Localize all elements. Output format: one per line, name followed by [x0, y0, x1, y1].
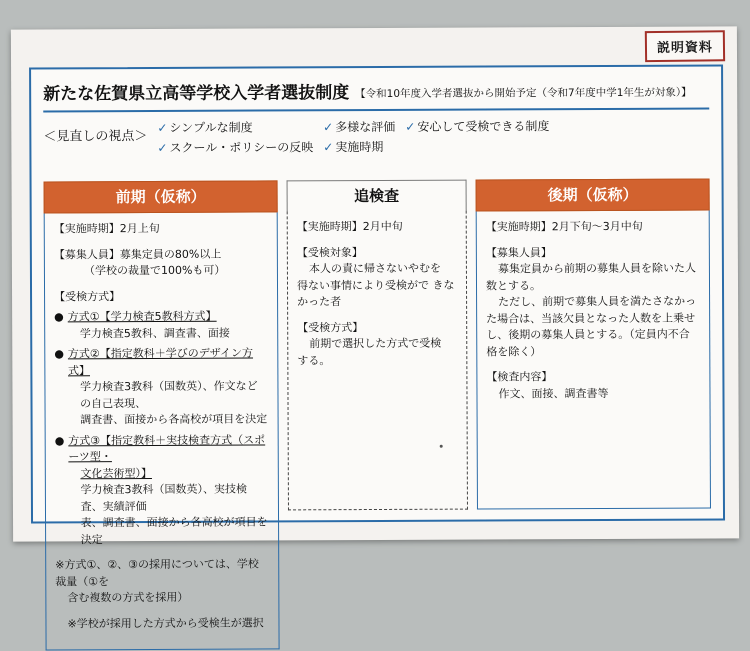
block	[297, 319, 457, 369]
page-title: 新たな佐賀県立高等学校入学者選抜制度	[43, 83, 350, 105]
viewpoint-label: 安心して受検できる制度	[417, 119, 550, 134]
block	[297, 244, 457, 311]
viewpoint-item	[157, 138, 313, 156]
viewpoint-label: スクール・ポリシーの反映	[169, 140, 314, 155]
column-tsuikensa	[287, 180, 468, 511]
text-line: 含む複数の方式を採用）	[67, 590, 189, 605]
block	[486, 244, 701, 360]
text-line: 作文、面接、調査書等	[498, 386, 609, 400]
text-line: 方式③【指定教科＋実技検査方式（スポーツ型・	[68, 432, 266, 464]
text-line: 【実施時期】2月中旬	[296, 219, 403, 234]
column-body	[287, 211, 468, 511]
text-line: 学力検査3教科（国数英）、作文などの自己表現、	[80, 379, 258, 410]
bullet-dot: ●	[54, 347, 64, 361]
text-line: し、後期の募集人員とする。（定員内不合	[486, 327, 690, 342]
document-badge: 説明資料	[645, 30, 725, 62]
viewpoint-item	[323, 118, 395, 135]
viewpoint-item	[157, 118, 313, 136]
viewpoints-group-2	[323, 118, 395, 155]
text-line: 方式①【学力検査5教科方式】	[67, 309, 217, 324]
viewpoint-label: 多様な評価	[335, 119, 396, 135]
page-subtitle: 【令和10年度入学者選抜から開始予定（令和7年度中学1年生が対象）】	[355, 86, 692, 101]
text-line: 格を除く）	[486, 344, 542, 359]
columns-container	[44, 179, 711, 630]
column-body	[44, 212, 280, 650]
text-line: ※学校が採用した方式から受検生が選択	[67, 615, 264, 630]
check-icon: ✓	[405, 119, 416, 134]
block	[486, 219, 700, 236]
text-line: 得ない事情により受検がで	[296, 278, 430, 292]
bullet-item	[54, 345, 268, 428]
block	[297, 219, 457, 236]
text-line: 学力検査5教科、調査書、面接	[79, 326, 230, 340]
title-row	[43, 77, 709, 113]
text-line: 本人の責に帰さないやむを	[308, 261, 441, 276]
column-heading: 後期（仮称）	[476, 179, 710, 212]
viewpoint-label: シンプルな制度	[169, 120, 253, 135]
bullet-dot: ●	[54, 433, 65, 447]
text-line: 調査書、面接から各高校が項目を決定	[80, 412, 268, 427]
check-icon: ✓	[323, 120, 334, 135]
bullet-text	[68, 432, 269, 548]
viewpoints-group-3	[405, 117, 549, 135]
column-body	[476, 211, 711, 510]
text-line: 文化芸術型）】	[80, 466, 152, 480]
column-heading: 追検査	[287, 180, 467, 212]
block	[54, 288, 269, 548]
viewpoint-item	[323, 138, 395, 155]
text-line: 方式②【指定教科＋学びのデザイン方式】	[67, 346, 254, 377]
bullet-item	[54, 308, 268, 342]
text-line: 表、調査書、面接から各高校が項目を決定	[80, 515, 268, 546]
column-heading: 前期（仮称）	[44, 180, 278, 213]
text-line: 【受検対象】	[296, 245, 363, 259]
text-line: 【募集人員】募集定員の80%以上	[53, 247, 222, 261]
text-line: ※方式①、②、③の採用については、学校裁量（①を	[55, 557, 259, 588]
column-zenki	[44, 180, 279, 630]
document-page	[11, 26, 739, 630]
text-line: た場合は、当該欠員となった人数を上乗せ	[486, 311, 696, 326]
text-line: 【受検方式】	[54, 289, 121, 303]
text-line: ただし、前期で募集人員を満たさなかっ	[498, 294, 697, 309]
viewpoint-item	[405, 117, 549, 135]
check-icon: ✓	[157, 120, 168, 135]
bullet-text	[68, 309, 230, 343]
text-line: 【実施時期】2月上旬	[53, 221, 160, 236]
viewpoints-section	[43, 117, 709, 157]
bullet-dot: ●	[54, 310, 64, 324]
block	[55, 615, 269, 632]
column-kouki	[476, 179, 711, 510]
viewpoint-label: 実施時期	[335, 139, 384, 155]
text-line: 募集定員から前期の募集人員を除いた人	[497, 261, 696, 276]
content-frame	[29, 64, 725, 630]
text-line: （学校の裁量で100%も可）	[83, 263, 226, 278]
text-line: 数とする。	[485, 278, 542, 293]
check-icon: ✓	[323, 140, 334, 155]
text-line: 【実施時期】2月下旬～3月中旬	[485, 219, 643, 234]
text-line: 【受検方式】	[297, 320, 364, 334]
bullet-item	[55, 432, 270, 548]
text-line: 【募集人員】	[485, 245, 552, 260]
text-line: 前期で選択した方式で受検	[309, 336, 442, 351]
page-inner	[11, 26, 739, 630]
bullet-text	[68, 345, 269, 428]
text-line: する。	[297, 353, 331, 367]
text-line: 【検査内容】	[486, 370, 553, 384]
block	[55, 556, 269, 606]
block	[486, 369, 700, 403]
block	[54, 246, 268, 280]
text-line: 学力検査3教科（国数英）、実技検査、実績評価	[80, 482, 248, 513]
viewpoints-label: ＜見直しの視点＞	[43, 128, 148, 145]
check-icon: ✓	[157, 140, 168, 155]
text-line: きなかった者	[297, 278, 455, 309]
viewpoints-group-1	[157, 118, 313, 156]
block	[54, 220, 268, 237]
